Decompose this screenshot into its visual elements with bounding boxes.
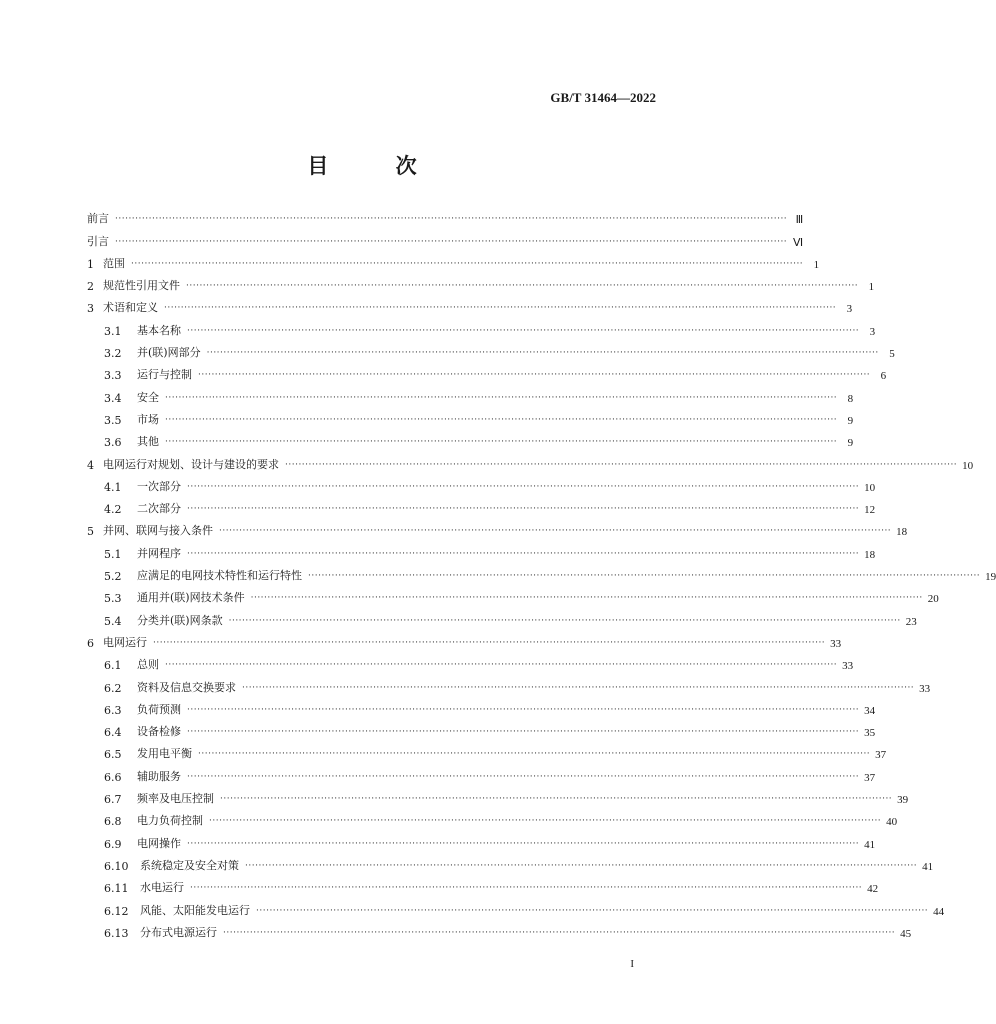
toc-leader-dots: ········································································································································································································	[190, 883, 863, 894]
toc-entry-number: 6.11	[104, 882, 129, 896]
toc-entry-label: 前言	[87, 212, 109, 226]
toc-entry-page: 33	[830, 637, 842, 650]
toc-entry[interactable]	[87, 360, 887, 383]
toc-entry-label: 一次部分	[137, 479, 181, 493]
toc-entry[interactable]	[87, 427, 854, 450]
toc-entry-label: 规范性引用文件	[103, 279, 180, 293]
toc-leader-dots: ········································································································································································································	[285, 459, 958, 470]
toc-entry[interactable]	[87, 672, 931, 695]
toc-entry[interactable]	[87, 338, 895, 361]
toc-entry[interactable]	[87, 895, 945, 918]
toc-leader-dots: ········································································································································································································	[131, 258, 804, 269]
standard-code: GB/T 31464—2022	[550, 90, 656, 105]
toc-entry[interactable]	[87, 449, 974, 472]
toc-entry-page: 42	[867, 883, 879, 896]
toc-entry-label: 设备检修	[137, 725, 181, 739]
toc-leader-dots: ········································································································································································································	[198, 749, 871, 760]
toc-entry-number: 6.12	[104, 904, 129, 918]
toc-entry[interactable]	[87, 873, 879, 896]
toc-leader-dots: ········································································································································································································	[187, 325, 860, 336]
toc-leader-dots: ········································································································································································································	[308, 571, 981, 582]
toc-entry-page: 45	[900, 927, 912, 940]
toc-entry[interactable]	[87, 650, 854, 673]
toc-entry-page: 20	[927, 593, 939, 606]
toc-leader-dots: ········································································································································································································	[228, 615, 901, 626]
toc-entry-number: 6.7	[104, 793, 122, 807]
toc-entry-label: 频率及电压控制	[137, 792, 214, 806]
toc-entry-label: 电网运行	[103, 635, 147, 649]
toc-leader-dots: ········································································································································································································	[165, 392, 838, 403]
toc-entry-page: 9	[847, 437, 854, 450]
toc-entry-page: 19	[985, 571, 996, 584]
toc-entry[interactable]	[87, 494, 876, 517]
toc-entry-page: 8	[847, 392, 854, 405]
toc-entry[interactable]	[87, 315, 876, 338]
toc-entry[interactable]	[87, 605, 917, 628]
toc-entry-page: 35	[864, 727, 876, 740]
toc-entry-label: 市场	[137, 412, 159, 426]
toc-entry-number: 6.1	[104, 659, 122, 673]
toc-entry-page: Ⅵ	[793, 236, 804, 249]
toc-entry-number: 3	[87, 302, 94, 316]
toc-entry-label: 总则	[137, 658, 159, 672]
toc-entry-number: 6.5	[104, 748, 122, 762]
toc-leader-dots: ········································································································································································································	[115, 214, 788, 225]
toc-entry-label: 运行与控制	[137, 368, 192, 382]
toc-entry[interactable]	[87, 204, 804, 227]
toc-entry[interactable]	[87, 806, 898, 829]
toc-leader-dots: ········································································································································································································	[206, 348, 879, 359]
toc-entry-label: 基本名称	[137, 323, 181, 337]
toc-entry-page: 39	[897, 794, 909, 807]
toc-entry-label: 二次部分	[137, 502, 181, 516]
toc-entry-number: 5.2	[104, 570, 122, 584]
toc-entry[interactable]	[87, 628, 842, 650]
toc-entry-page: 44	[933, 905, 945, 918]
toc-entry-label: 其他	[137, 435, 159, 449]
toc-entry-label: 安全	[137, 390, 159, 404]
toc-entry[interactable]	[87, 851, 934, 873]
toc-entry[interactable]	[87, 538, 876, 561]
toc-entry[interactable]	[87, 293, 853, 316]
toc-leader-dots: ········································································································································································································	[242, 682, 915, 693]
toc-entry-label: 分布式电源运行	[140, 925, 217, 939]
toc-leader-dots: ········································································································································································································	[187, 481, 860, 492]
toc-entry-page: 9	[847, 414, 854, 427]
toc-entry-number: 6.13	[104, 926, 129, 940]
toc-entry-number: 3.3	[104, 369, 122, 383]
toc-entry-number: 2	[87, 280, 94, 294]
toc-entry-page: 10	[962, 459, 974, 472]
toc-entry-page: 33	[842, 660, 854, 673]
toc-entry-number: 1	[87, 257, 94, 271]
toc-entry-number: 6.4	[104, 726, 122, 740]
toc-entry-number: 3.5	[104, 413, 122, 427]
toc-entry-page: 23	[905, 615, 917, 628]
toc-entry-number: 6.3	[104, 703, 122, 717]
toc-entry-page: 18	[864, 548, 876, 561]
toc-entry-number: 5.1	[104, 547, 122, 561]
page-number: I	[630, 958, 634, 970]
table-of-contents	[87, 204, 996, 940]
toc-leader-dots: ········································································································································································································	[223, 927, 896, 938]
toc-entry[interactable]	[87, 516, 908, 539]
toc-entry-label: 电力负荷控制	[137, 814, 203, 828]
toc-leader-dots: ········································································································································································································	[153, 637, 826, 648]
toc-entry[interactable]	[87, 405, 854, 427]
toc-entry-label: 水电运行	[140, 881, 184, 895]
toc-entry[interactable]	[87, 717, 876, 740]
page-title: 目 次	[307, 153, 447, 178]
toc-entry[interactable]	[87, 561, 996, 584]
toc-entry-page: 40	[886, 816, 898, 829]
toc-leader-dots: ········································································································································································································	[187, 704, 860, 715]
toc-entry-number: 3.6	[104, 436, 122, 450]
toc-entry-number: 3.4	[104, 391, 122, 405]
toc-leader-dots: ········································································································································································································	[187, 727, 860, 738]
toc-entry-number: 4.1	[104, 480, 122, 494]
toc-entry-label: 电网操作	[137, 836, 181, 850]
toc-entry-label: 并(联)网部分	[137, 346, 201, 360]
toc-leader-dots: ········································································································································································································	[187, 504, 860, 515]
toc-entry[interactable]	[87, 583, 939, 606]
toc-entry-number: 3.1	[104, 324, 122, 338]
toc-entry-page: 3	[846, 303, 853, 316]
toc-entry-label: 系统稳定及安全对策	[140, 858, 239, 872]
toc-entry-page: 37	[875, 749, 887, 762]
toc-leader-dots: ········································································································································································································	[187, 548, 860, 559]
toc-entry-page: 12	[864, 504, 876, 517]
toc-entry-number: 5	[87, 525, 94, 539]
toc-entry[interactable]	[87, 918, 912, 940]
toc-leader-dots: ········································································································································································································	[187, 838, 860, 849]
toc-entry-label: 分类并(联)网条款	[137, 613, 223, 627]
toc-entry-number: 3.2	[104, 347, 122, 361]
toc-entry-number: 4.2	[104, 503, 122, 517]
toc-entry-number: 6.2	[104, 681, 122, 695]
toc-leader-dots: ········································································································································································································	[165, 414, 838, 425]
toc-leader-dots: ········································································································································································································	[209, 816, 882, 827]
toc-entry[interactable]	[87, 828, 876, 851]
toc-entry-number: 5.4	[104, 614, 122, 628]
toc-entry-number: 6.9	[104, 837, 122, 851]
toc-entry-label: 引言	[87, 234, 109, 248]
toc-entry[interactable]	[87, 784, 909, 807]
toc-entry-page: 18	[896, 526, 908, 539]
toc-leader-dots: ········································································································································································································	[187, 771, 860, 782]
toc-entry-page: 41	[922, 860, 934, 873]
toc-leader-dots: ········································································································································································································	[165, 437, 838, 448]
toc-leader-dots: ········································································································································································································	[164, 303, 837, 314]
toc-leader-dots: ········································································································································································································	[115, 236, 788, 247]
toc-entry-page: 1	[868, 281, 875, 294]
toc-entry[interactable]	[87, 472, 876, 494]
toc-entry-number: 6	[87, 636, 94, 650]
toc-leader-dots: ········································································································································································································	[219, 526, 892, 537]
toc-entry-label: 辅助服务	[137, 769, 181, 783]
toc-entry[interactable]	[87, 739, 887, 762]
toc-leader-dots: ········································································································································································································	[256, 905, 929, 916]
toc-entry-number: 6.10	[104, 859, 129, 873]
toc-entry[interactable]	[87, 761, 876, 784]
toc-entry-page: 33	[919, 682, 931, 695]
toc-entry-label: 风能、太阳能发电运行	[140, 903, 250, 917]
toc-leader-dots: ········································································································································································································	[220, 794, 893, 805]
toc-entry-page: Ⅲ	[795, 214, 804, 227]
toc-entry-label: 资料及信息交换要求	[137, 680, 236, 694]
toc-entry-page: 6	[880, 370, 887, 383]
toc-entry-page: 34	[864, 704, 876, 717]
toc-entry[interactable]	[87, 249, 820, 271]
toc-leader-dots: ········································································································································································································	[250, 593, 923, 604]
toc-entry-label: 发用电平衡	[137, 747, 192, 761]
toc-entry-number: 6.6	[104, 770, 122, 784]
toc-entry-number: 6.8	[104, 815, 122, 829]
toc-entry[interactable]	[87, 226, 804, 249]
toc-leader-dots: ········································································································································································································	[186, 281, 859, 292]
toc-entry-label: 电网运行对规划、设计与建设的要求	[103, 457, 279, 471]
toc-entry-label: 范围	[103, 256, 125, 270]
toc-entry-label: 负荷预测	[137, 702, 181, 716]
toc-entry-page: 37	[864, 771, 876, 784]
toc-leader-dots: ········································································································································································································	[198, 370, 871, 381]
toc-entry-page: 5	[889, 348, 895, 361]
toc-entry-label: 应满足的电网技术特性和运行特性	[137, 569, 302, 583]
toc-leader-dots: ········································································································································································································	[165, 660, 838, 671]
toc-entry[interactable]	[87, 695, 876, 717]
toc-entry-number: 5.3	[104, 592, 122, 606]
toc-entry-page: 10	[864, 481, 876, 494]
toc-entry-page: 3	[869, 325, 876, 338]
toc-entry-label: 并网、联网与接入条件	[103, 524, 213, 538]
toc-entry-label: 术语和定义	[103, 301, 158, 315]
toc-entry-number: 4	[87, 458, 94, 472]
toc-leader-dots: ········································································································································································································	[245, 860, 918, 871]
toc-entry-page: 41	[864, 838, 876, 851]
toc-entry[interactable]	[87, 382, 854, 405]
toc-entry[interactable]	[87, 271, 875, 294]
toc-entry-label: 通用并(联)网技术条件	[137, 591, 245, 605]
toc-entry-label: 并网程序	[137, 546, 181, 560]
toc-entry-page: 1	[813, 258, 820, 271]
